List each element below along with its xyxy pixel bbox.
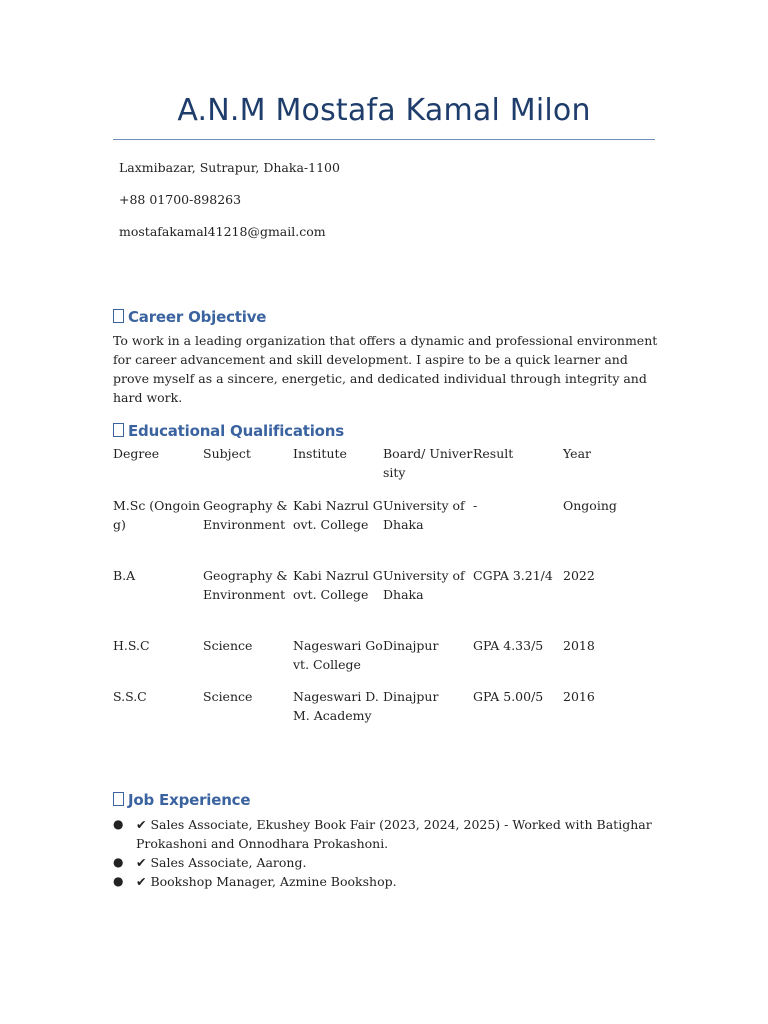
education-table <box>113 444 653 744</box>
table-cell: 2016 <box>563 689 595 704</box>
table-header-row <box>113 444 653 496</box>
column-header: Result <box>473 446 514 461</box>
title-divider <box>113 139 655 140</box>
job-experience-list <box>113 815 658 891</box>
list-item <box>113 815 658 853</box>
table-cell: Dinajpur <box>383 689 439 704</box>
table-cell: S.S.C <box>113 689 147 704</box>
contact-email: mostafakamal41218@gmail.com <box>119 224 326 239</box>
table-cell: Science <box>203 689 253 704</box>
table-cell: Science <box>203 638 253 653</box>
career-objective-title: Career Objective <box>128 308 267 326</box>
table-cell: Nageswari Govt. College <box>293 638 383 672</box>
table-cell: Kabi Nazrul Govt. College <box>293 568 383 602</box>
job-experience-heading <box>113 791 250 809</box>
table-cell: 2018 <box>563 638 595 653</box>
table-cell: GPA 4.33/5 <box>473 638 544 653</box>
job-item-text: ✔ Sales Associate, Ekushey Book Fair (2023, 2024, 2025) - Worked with Batighar Prokashoni and Onnodhara Prokashoni. <box>136 817 652 851</box>
table-cell: 2022 <box>563 568 595 583</box>
table-cell: GPA 5.00/5 <box>473 689 544 704</box>
contact-phone: +88 01700-898263 <box>119 192 242 207</box>
education-heading <box>113 422 344 440</box>
resume-name: A.N.M Mostafa Kamal Milon <box>177 93 591 128</box>
missing-glyph-icon <box>113 309 124 323</box>
job-item-text: ✔ Sales Associate, Aarong. <box>136 855 307 870</box>
education-title: Educational Qualifications <box>128 422 344 440</box>
missing-glyph-icon <box>113 423 124 437</box>
bullet-icon: ● <box>113 874 124 888</box>
column-header: Board/ University <box>383 446 473 480</box>
list-item <box>113 853 658 872</box>
table-cell: Geography & Environment <box>203 498 288 532</box>
table-row <box>113 566 653 636</box>
career-objective-heading <box>113 308 266 326</box>
list-item <box>113 872 658 891</box>
table-cell: University of Dhaka <box>383 568 465 602</box>
table-cell: M.Sc (Ongoing) <box>113 498 201 532</box>
column-header: Institute <box>293 446 347 461</box>
table-cell: CGPA 3.21/4 <box>473 568 553 583</box>
table-row <box>113 687 653 744</box>
table-cell: Dinajpur <box>383 638 439 653</box>
table-cell: Kabi Nazrul Govt. College <box>293 498 383 532</box>
contact-address: Laxmibazar, Sutrapur, Dhaka-1100 <box>119 160 340 175</box>
career-objective-text: To work in a leading organization that offers a dynamic and professional environment for career advancement and skill development. I aspire to be a quick learner and prove myself as a sincere, energetic, and dedicated individual through integrity and hard work. <box>113 333 658 405</box>
table-row <box>113 636 653 687</box>
missing-glyph-icon <box>113 792 124 806</box>
job-item-text: ✔ Bookshop Manager, Azmine Bookshop. <box>136 874 397 889</box>
table-cell: Nageswari D.M. Academy <box>293 689 379 723</box>
column-header: Degree <box>113 446 160 461</box>
bullet-icon: ● <box>113 855 124 869</box>
column-header: Subject <box>203 446 251 461</box>
column-header: Year <box>563 446 591 461</box>
table-cell: B.A <box>113 568 136 583</box>
table-cell: Ongoing <box>563 498 617 513</box>
table-row <box>113 496 653 566</box>
bullet-icon: ● <box>113 817 124 831</box>
job-experience-title: Job Experience <box>128 791 251 809</box>
table-cell: H.S.C <box>113 638 150 653</box>
table-cell: Geography & Environment <box>203 568 288 602</box>
table-cell: University of Dhaka <box>383 498 465 532</box>
table-cell: - <box>473 498 478 513</box>
